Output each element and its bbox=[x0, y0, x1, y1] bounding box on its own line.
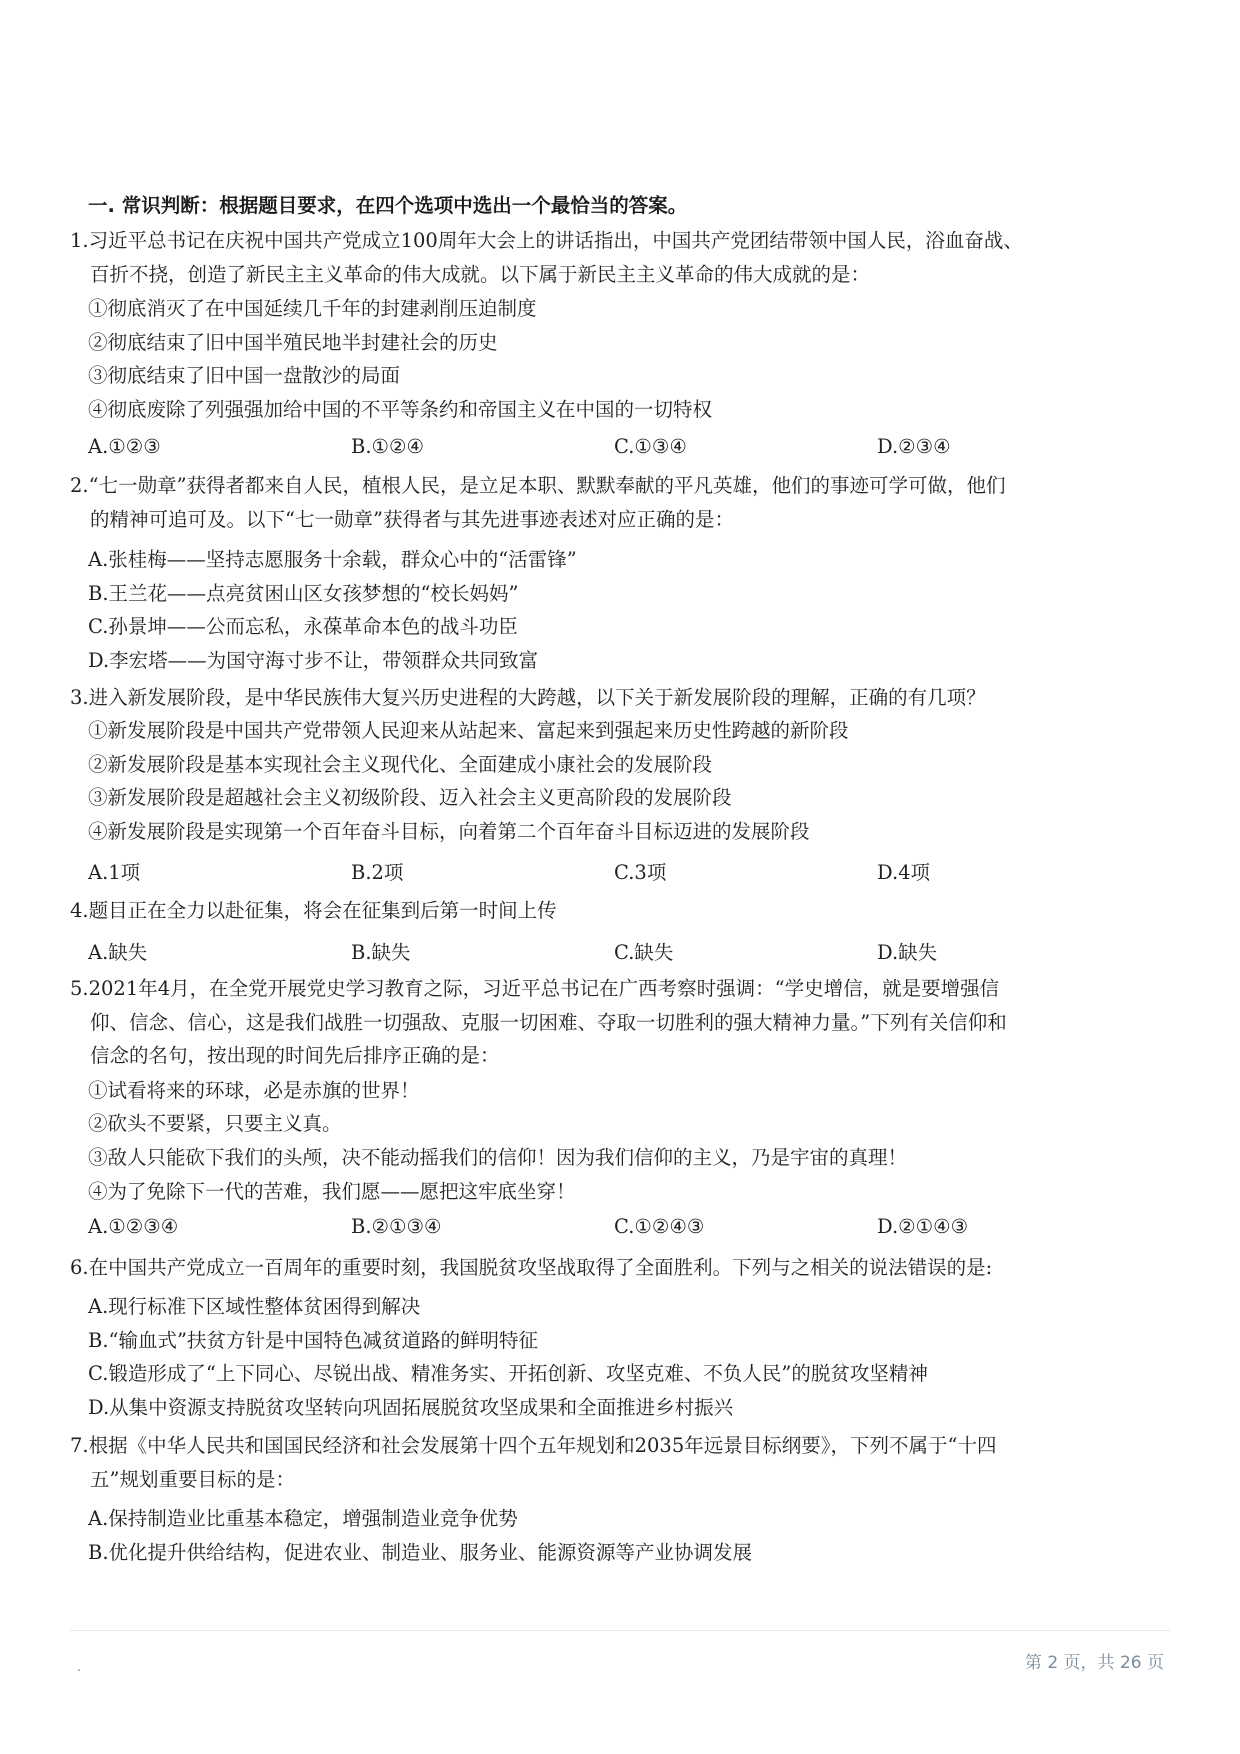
question-4-stem bbox=[70, 894, 1145, 928]
stem-line: 6.在中国共产党成立一百周年的重要时刻，我国脱贫攻坚战取得了全面胜利。下列与之相关的说法错误的是: bbox=[70, 1256, 993, 1279]
list-item: ①试看将来的环球，必是赤旗的世界！ bbox=[88, 1079, 420, 1102]
stem-line: 信念的名句，按出现的时间先后排序正确的是： bbox=[90, 1044, 500, 1067]
list-item: C.锻造形成了“上下同心、尽锐出战、精准务实、开拓创新、攻坚克难、不负人民”的脱贫攻坚精神 bbox=[88, 1362, 928, 1385]
stem-line: 百折不挠，创造了新民主主义革命的伟大成就。以下属于新民主主义革命的伟大成就的是： bbox=[90, 262, 871, 286]
option-d: D.②①④③ bbox=[877, 1215, 969, 1238]
footer-dot: . bbox=[77, 1660, 81, 1674]
list-item: ②彻底结束了旧中国半殖民地半封建社会的历史 bbox=[88, 331, 498, 354]
option-b: B.缺失 bbox=[351, 941, 411, 964]
option-a: A.①②③ bbox=[88, 435, 161, 458]
list-item: B.优化提升供给结构，促进农业、制造业、服务业、能源资源等产业协调发展 bbox=[88, 1541, 753, 1564]
list-item: ④彻底废除了列强强加给中国的不平等条约和帝国主义在中国的一切特权 bbox=[88, 398, 713, 421]
stem-line: 5.2021年4月，在全党开展党史学习教育之际，习近平总书记在广西考察时强调：“学史增信，就是要增强信 bbox=[70, 977, 1000, 1000]
list-item: B.“输血式”扶贫方针是中国特色减贫道路的鲜明特征 bbox=[88, 1329, 538, 1352]
option-b: B.2项 bbox=[351, 861, 404, 884]
list-item: C.孙景坤——公而忘私，永葆革命本色的战斗功臣 bbox=[88, 615, 518, 638]
stem-line: 1.习近平总书记在庆祝中国共产党成立100周年大会上的讲话指出，中国共产党团结带领中国人民，浴血奋战、 bbox=[70, 229, 1023, 252]
list-item: ④新发展阶段是实现第一个百年奋斗目标，向着第二个百年奋斗目标迈进的发展阶段 bbox=[88, 820, 810, 843]
list-item: ①新发展阶段是中国共产党带领人民迎来从站起来、富起来到强起来历史性跨越的新阶段 bbox=[88, 719, 849, 742]
stem-line: 3.进入新发展阶段，是中华民族伟大复兴历史进程的大跨越，以下关于新发展阶段的理解，正确的有几项？ bbox=[70, 686, 986, 709]
question-5-stem bbox=[70, 972, 1145, 1073]
list-item: D.李宏塔——为国守海寸步不让，带领群众共同致富 bbox=[88, 649, 539, 672]
option-d: D.4项 bbox=[877, 861, 931, 884]
stem-line: 2.“七一勋章”获得者都来自人民，植根人民，是立足本职、默默奉献的平凡英雄，他们的事迹可学可做，他们 bbox=[70, 474, 1006, 497]
option-d: D.缺失 bbox=[877, 941, 938, 964]
option-a: A.1项 bbox=[88, 861, 141, 884]
list-item: ③新发展阶段是超越社会主义初级阶段、迈入社会主义更高阶段的发展阶段 bbox=[88, 786, 732, 809]
list-item: B.王兰花——点亮贫困山区女孩梦想的“校长妈妈” bbox=[88, 582, 519, 605]
option-b: B.①②④ bbox=[351, 435, 424, 458]
question-1-stem bbox=[70, 224, 1145, 291]
list-item: ②新发展阶段是基本实现社会主义现代化、全面建成小康社会的发展阶段 bbox=[88, 753, 713, 776]
question-7-stem bbox=[70, 1429, 1145, 1496]
stem-line: 4.题目正在全力以赴征集，将会在征集到后第一时间上传 bbox=[70, 899, 557, 922]
option-b: B.②①③④ bbox=[351, 1215, 442, 1238]
list-item: ④为了免除下一代的苦难，我们愿——愿把这牢底坐穿！ bbox=[88, 1180, 576, 1203]
stem-line: 的精神可追可及。以下“七一勋章”获得者与其先进事迹表述对应正确的是： bbox=[90, 507, 734, 531]
stem-line: 仰、信念、信心，这是我们战胜一切强敌、克服一切困难、夺取一切胜利的强大精神力量。”下列有关信仰和 bbox=[90, 1010, 1007, 1034]
stem-line: 五”规划重要目标的是： bbox=[90, 1467, 295, 1491]
section-title: 一. 常识判断：根据题目要求，在四个选项中选出一个最恰当的答案。 bbox=[88, 194, 688, 217]
option-c: C.①③④ bbox=[614, 435, 687, 458]
list-item: ①彻底消灭了在中国延续几千年的封建剥削压迫制度 bbox=[88, 297, 537, 320]
option-d: D.②③④ bbox=[877, 435, 951, 458]
list-item: A.张桂梅——坚持志愿服务十余载，群众心中的“活雷锋” bbox=[88, 548, 577, 571]
question-6-stem bbox=[70, 1251, 1145, 1285]
option-c: C.3项 bbox=[614, 861, 667, 884]
list-item: D.从集中资源支持脱贫攻坚转向巩固拓展脱贫攻坚成果和全面推进乡村振兴 bbox=[88, 1396, 734, 1419]
option-a: A.①②③④ bbox=[88, 1215, 179, 1238]
list-item: ③彻底结束了旧中国一盘散沙的局面 bbox=[88, 364, 401, 387]
option-a: A.缺失 bbox=[88, 941, 148, 964]
list-item: A.现行标准下区域性整体贫困得到解决 bbox=[88, 1295, 421, 1318]
footer-divider bbox=[70, 1630, 1170, 1631]
list-item: ③敌人只能砍下我们的头颅，决不能动摇我们的信仰！因为我们信仰的主义，乃是宇宙的真理！ bbox=[88, 1146, 908, 1169]
list-item: A.保持制造业比重基本稳定，增强制造业竞争优势 bbox=[88, 1507, 518, 1530]
question-2-stem bbox=[70, 469, 1145, 536]
option-c: C.①②④③ bbox=[614, 1215, 705, 1238]
question-3-stem bbox=[70, 681, 1145, 715]
stem-line: 7.根据《中华人民共和国国民经济和社会发展第十四个五年规划和2035年远景目标纲要》，下列不属于“十四 bbox=[70, 1434, 997, 1457]
option-c: C.缺失 bbox=[614, 941, 674, 964]
page-number: 第 2 页，共 26 页 bbox=[1024, 1653, 1164, 1673]
list-item: ②砍头不要紧，只要主义真。 bbox=[88, 1112, 342, 1135]
